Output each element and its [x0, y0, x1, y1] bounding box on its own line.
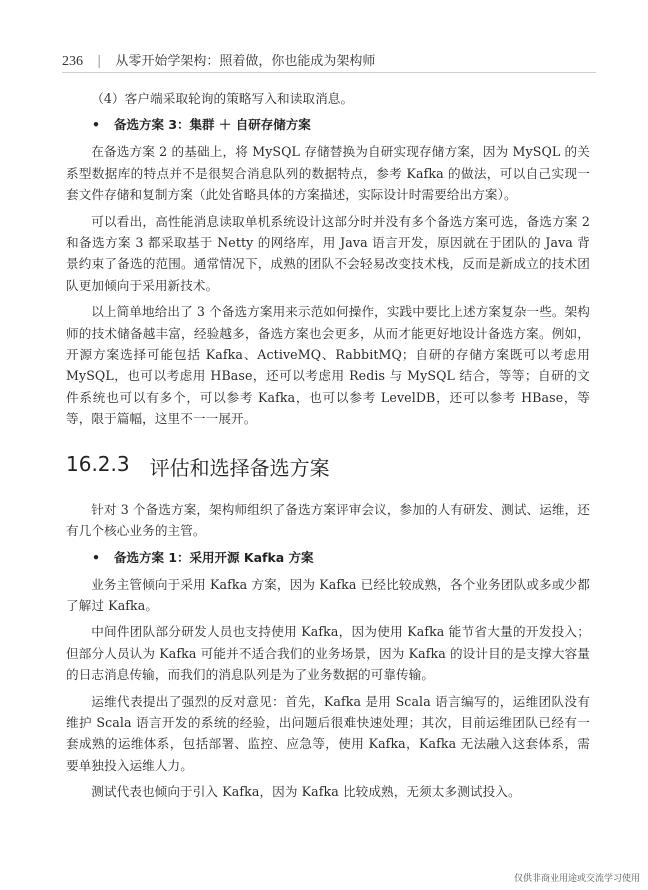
section-title: 评估和选择备选方案	[149, 455, 330, 480]
paragraph-ops-opinion: 运维代表提出了强烈的反对意见：首先，Kafka 是用 Scala 语言编写的，运维团队没有维护 Scala 语言开发的系统的经验，出问题后很难快速处理；其次，目前运维团队已经有一套成熟的运维体系，包括部署、监控、应急等，使用 Kafka，Kafka 无法融入这套体系，需要单独投入运维人力。	[66, 693, 590, 773]
bullet-label: 备选方案 3：集群 ＋ 自研存储方案	[114, 117, 311, 133]
paragraph-examples: 以上简单地给出了 3 个备选方案用来示范如何操作，实践中要比上述方案复杂一些。架构师的技术储备越丰富，经验越多，备选方案也会更多，从而才能更好地设计备选方案。例如，开源方案选择可能包括 Kafka、ActiveMQ、RabbitMQ；自研的存储方案既可以考虑用 MySQL，也可以考虑用 HBase，还可以考虑用 Redis 与 MySQL 结合，等等；自研的文件系统也可以有多个，可以参考 Kafka，也可以参考 LevelDB，还可以参考 HBase，等等，限于篇幅，这里不一一展开。	[66, 304, 590, 427]
page-body	[66, 88, 590, 808]
section-heading	[66, 452, 590, 481]
paragraph-netty-analysis: 可以看出，高性能消息读取单机系统设计这部分时并没有多个备选方案可选，备选方案 2 和备选方案 3 都采取基于 Netty 的网络库，用 Java 语言开发，原因就在于团队的 Java 背景约束了备选的范围。通常情况下，成熟的团队不会轻易改变技术栈，反而是新成立的技术团队更加倾向于采用新技术。	[66, 213, 590, 293]
header-divider	[62, 72, 596, 73]
paragraph-test-opinion: 测试代表也倾向于引入 Kafka，因为 Kafka 比较成熟，无须太多测试投入。	[91, 784, 521, 800]
book-title: 从零开始学架构：照着做，你也能成为架构师	[115, 54, 376, 69]
footer-note: 仅供非商业用途或交流学习使用	[513, 874, 640, 884]
paragraph-review-meeting: 针对 3 个备选方案，架构师组织了备选方案评审会议，参加的人有研发、测试、运维，还有几个核心业务的主管。	[66, 501, 590, 539]
bullet-dot-icon: •	[92, 117, 100, 133]
section-number: 16.2.3	[66, 451, 130, 476]
running-header	[62, 50, 375, 70]
bullet-label: 备选方案 1：采用开源 Kafka 方案	[114, 549, 314, 565]
page-number: 236	[62, 54, 83, 69]
header-separator: |	[97, 54, 102, 69]
bullet-option-1	[92, 548, 590, 568]
bullet-dot-icon: •	[92, 549, 100, 565]
paragraph-option-3-description: 在备选方案 2 的基础上，将 MySQL 存储替换为自研实现存储方案，因为 MySQL 的关系型数据库的特点并不是很契合消息队列的数据特点，参考 Kafka 的做法，可以自己实现一套文件存储和复制方案（此处省略具体的方案描述，实际设计时需要给出方案）。	[66, 144, 590, 203]
bullet-option-3	[92, 115, 590, 135]
paragraph-middleware-opinion: 中间件团队部分研发人员也支持使用 Kafka，因为使用 Kafka 能节省大量的开发投入；但部分人员认为 Kafka 可能并不适合我们的业务场景，因为 Kafka 的设计目的是支撑大容量的日志消息传输，而我们的消息队列是为了业务数据的可靠传输。	[66, 624, 590, 683]
paragraph-business-opinion: 业务主管倾向于采用 Kafka 方案，因为 Kafka 已经比较成熟，各个业务团队或多或少都了解过 Kafka。	[66, 576, 590, 613]
paragraph-polling-strategy: （4）客户端采取轮询的策略写入和读取消息。	[91, 91, 354, 106]
